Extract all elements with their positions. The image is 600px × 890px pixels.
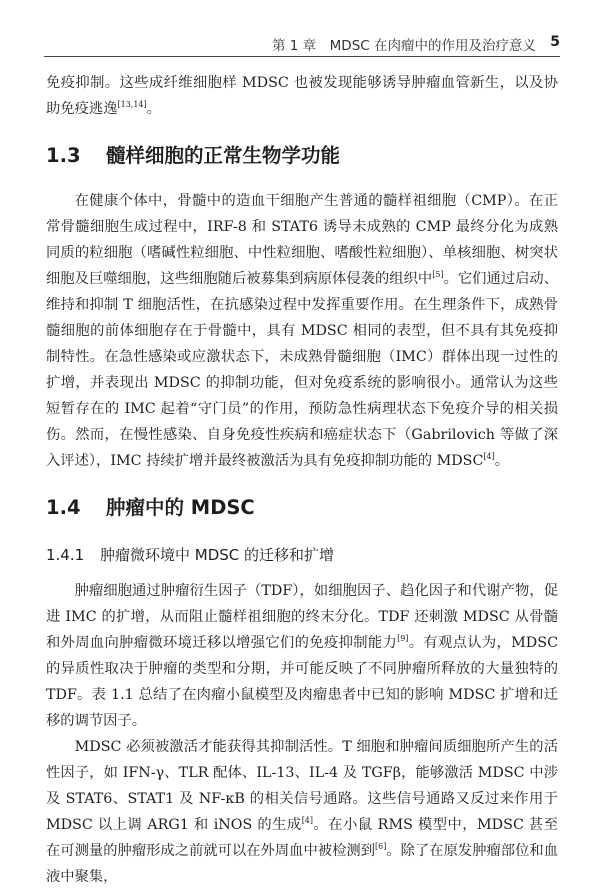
section-title: 肿瘤中的 MDSC [106,496,255,519]
paragraph-migration [46,578,558,734]
paragraph-text: 在健康个体中，骨髓中的造血干细胞产生普通的髓样祖细胞（CMP）。在正常骨髓细胞生成过程中，IRF-8 和 STAT6 诱导未成熟的 CMP 最终分化为成熟同质的粒细胞（嗜碱性粒细胞、中性粒细胞、嗜酸性粒细胞）、单核细胞、树突状细胞及巨噬细胞，这些细胞随后被募集到病原体侵袭的组织中 [46,193,558,287]
citation: [4] [483,452,495,462]
section-number: 1.3 [46,144,81,167]
subsection-number: 1.4.1 [46,546,85,564]
paragraph-normal-function [46,188,558,474]
paragraph-activation [46,734,558,890]
citation: [6] [375,842,387,852]
paragraph-immune-escape [46,70,558,122]
paragraph-text: 。除了在原发肿瘤部位和血液中聚集， [46,843,559,885]
citation: [4] [301,816,314,826]
paragraph-text: 。它们通过启动、维持和抑制 T 细胞活性，在抗感染过程中发挥重要作用。在生理条件下，成熟骨髓细胞的前体细胞存在于骨髓中，具有 MDSC 相同的表型，但不具有其免疫抑制特性。在急性感染或应激状态下，未成熟骨髓细胞（IMC）群体出现一过性的扩增，并表现出 MDSC 的抑制功能，但对免疫系统的影响很小。通常认为这些短暂存在的 IMC 起着“守门员”的作用，预防急性病理状态下免疫介导的相关损伤。然而，在慢性感染、自身免疫性疾病和癌症状态下（Gabrilovich 等做了深入评述），IMC 持续扩增并最终被激活为具有免疫抑制功能的 MDSC [46,271,558,469]
header-divider [44,56,560,57]
page-body [46,70,558,890]
paragraph-text: 免疫抑制。这些成纤维细胞样 MDSC 也被发现能够诱导肿瘤血管新生，以及协助免疫逃逸 [46,75,558,117]
running-title: 第 1 章 MDSC 在肉瘤中的作用及治疗意义 [271,38,536,54]
citation: [5] [432,270,444,280]
section-heading-1-3 [46,136,558,176]
paragraph-text: MDSC 必须被激活才能获得其抑制活性。T 细胞和肿瘤间质细胞所产生的活性因子，如 IFN-γ、TLR 配体、IL-13、IL-4 及 TGFβ，能够激活 MDSC 中涉及 STAT6、STAT1 及 NF-κB 的相关信号通路。这些信号通路又反过来作用于 MDSC 以上调 ARG1 和 iNOS 的生成 [46,739,558,833]
paragraph-text: 。在小鼠 RMS 模型中，MDSC 甚至在可测量的肿瘤形成之前就可以在外周血中被检测到 [46,817,558,859]
paragraph-text: 。 [146,101,161,117]
section-heading-1-4 [46,488,558,528]
citation: [13,14] [117,100,147,110]
running-header [0,30,600,56]
section-title: 髓样细胞的正常生物学功能 [106,144,341,167]
subsection-heading-1-4-1 [46,540,558,570]
subsection-title: 肿瘤微环境中 MDSC 的迁移和扩增 [100,546,335,564]
paragraph-text: 。 [494,453,510,469]
page-number: 5 [550,34,560,50]
section-number: 1.4 [46,496,81,519]
paragraph-text: 。有观点认为，MDSC 的异质性取决于肿瘤的类型和分期，并可能反映了不同肿瘤所释放的大量独特的 TDF。表 1.1 总结了在肉瘤小鼠模型及肉瘤患者中已知的影响 MDSC 扩增和迁移的调节因子。 [46,635,559,729]
paragraph-text: 肿瘤细胞通过肿瘤衍生因子（TDF），如细胞因子、趋化因子和代谢产物，促进 IMC 的扩增，从而阻止髓样祖细胞的终末分化。TDF 还刺激 MDSC 从骨髓和外周血向肿瘤微环境迁移以增强它们的免疫抑制能力 [46,583,558,651]
citation: [9] [397,634,409,644]
